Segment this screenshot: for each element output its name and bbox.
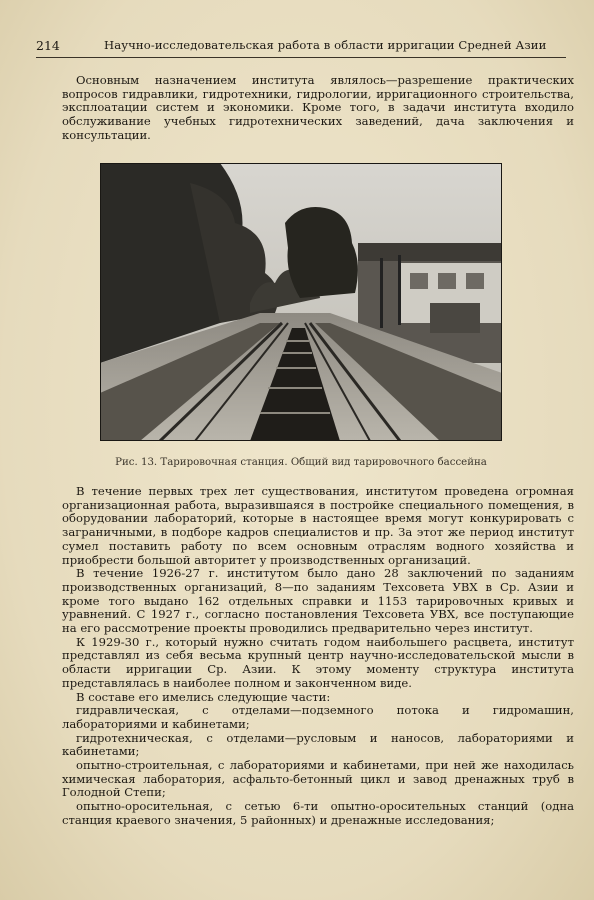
paragraph: К 1929-30 г., который нужно считать годом наибольшего расцвета, институт представлял из себя весьма крупный центр научно-исследовательской мысли в области ирригации Ср. Азии. К этому моменту структура института представлялась в наиболее полном и законченном виде. [62, 634, 574, 690]
paragraph: В течение 1926-27 г. институтом было дано 28 заключений по заданиям производственных организаций, 8—по заданиям Техсовета УВХ в Ср. Азии и кроме того выдано 162 отдельных справки и 1153 тарировочных кривых и уравнений. С 1927 г., согласно постановления Техсовета УВХ, все поступающие на его рассмотрение проекты проводились предварительно через институт. [62, 566, 574, 636]
photo-figure [100, 163, 502, 441]
list-item: гидротехническая, с отделами—русловым и наносов, лабораториями и кабинетами; [62, 730, 574, 759]
tarirovochnaya-station-photo [100, 163, 502, 441]
figure-caption: Рис. 13. Тарировочная станция. Общий вид тарировочного бассейна [115, 457, 487, 468]
department-list [62, 704, 574, 827]
list-item: опытно-строительная, с лабораториями и кабинетами, при ней же находилась химическая лаборатория, асфальто-бетонный цикл и завод дренажных труб в Голодной Степи; [62, 758, 574, 800]
running-title: Научно-исследовательская работа в области ирригации Средней Азии [104, 38, 547, 52]
page-header [36, 38, 566, 56]
header-rule [36, 57, 566, 58]
list-item: опытно-оросительная, с сетью 6-ти опытно-оросительных станций (одна станция краевого значения, 5 районных) и дренажные исследования; [62, 799, 574, 827]
intro-text [62, 74, 574, 143]
page-number: 214 [36, 38, 60, 53]
body-text [62, 485, 574, 828]
paragraph: В течение первых трех лет существования, институтом проведена огромная организационная работа, выразившаяся в постройке специального помещения, в оборудовании лабораторий, которые в настоящее время могут конкурировать с заграничными, в подборе кадров специалистов и пр. За этот же период институт сумел поставить работу по всем основным отраслям водного хозяйства и приобрести большой авторитет у производственных организаций. [62, 484, 574, 567]
paragraph: Основным назначением института являлось—разрешение практических вопросов гидравлики, гидротехники, гидрологии, ирригационного строительства, эксплоатации систем и экономики. Кроме того, в задачи института входило обслуживание учебных гидротехнических заведений, дача заключения и консультации. [62, 73, 574, 142]
list-item: гидравлическая, с отделами—подземного потока и гидромашин, лабораториями и кабинетами; [62, 703, 574, 731]
paragraph: В составе его имелись следующие части: [76, 689, 331, 704]
